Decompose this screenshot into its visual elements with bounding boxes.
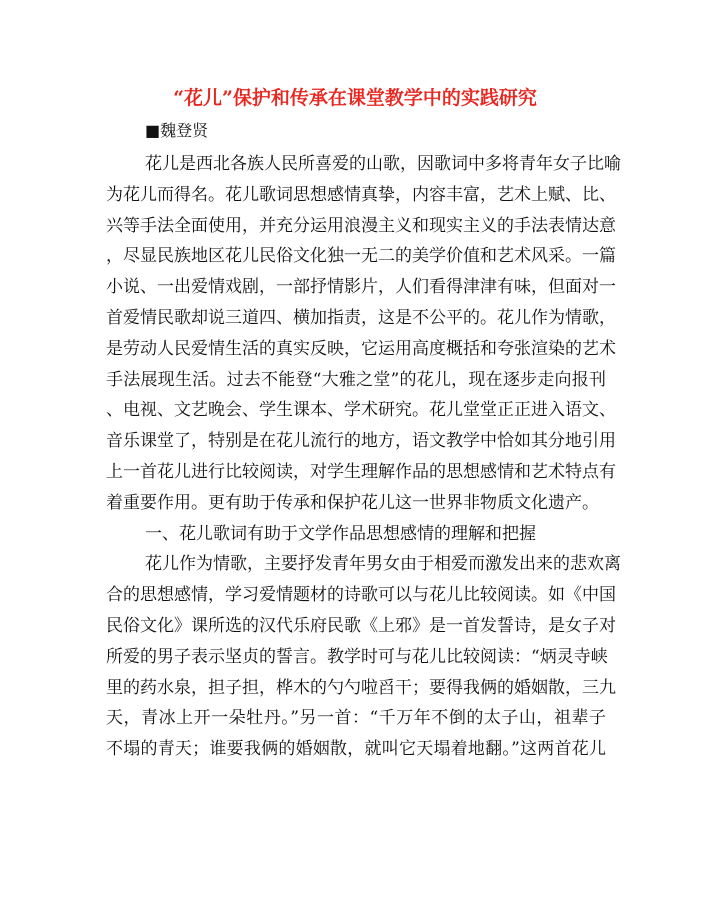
- body-line: 所爱的男子表示坚贞的誓言。教学时可与花儿比较阅读：“炳灵寺峡: [106, 646, 608, 667]
- body-line: 首爱情民歌却说三道四、横加指责，这是不公平的。花儿作为情歌，: [106, 307, 616, 328]
- body-line: 兴等手法全面使用，并充分运用浪漫主义和现实主义的手法表情达意: [106, 215, 616, 236]
- body-line: 民俗文化》课所选的汉代乐府民歌《上邪》是一首发誓诗，是女子对: [106, 615, 616, 636]
- document-title: “花儿”保护和传承在课堂教学中的实践研究: [173, 87, 537, 109]
- document-body: [106, 149, 621, 765]
- body-line: 是劳动人民爱情生活的真实反映，它运用高度概括和夸张渲染的艺术: [106, 338, 616, 359]
- body-line: 合的思想感情，学习爱情题材的诗歌可以与花儿比较阅读。如《中国: [106, 585, 616, 606]
- body-line: 里的药水泉，担子担，桦木的勺勺啦舀干；要得我俩的婚姻散，三九: [106, 677, 616, 698]
- body-line: 手法展现生活。过去不能登“大雅之堂”的花儿，现在逐步走向报刊: [106, 369, 606, 390]
- body-line: 花儿作为情歌，主要抒发青年男女由于相爱而激发出来的悲欢离: [145, 554, 621, 575]
- body-line: 花儿是西北各族人民所喜爱的山歌，因歌词中多将青年女子比喻: [145, 154, 621, 174]
- body-line: 为花儿而得名。花儿歌词思想感情真挚，内容丰富，艺术上赋、比、: [106, 184, 616, 205]
- body-line: 、电视、文艺晚会、学生课本、学术研究。花儿堂堂正正进入语文、: [106, 400, 616, 421]
- body-line: 音乐课堂了，特别是在花儿流行的地方，语文教学中恰如其分地引用: [106, 431, 616, 452]
- body-line: 天，青冰上开一朵牡丹。”另一首：“千万年不倒的太子山，祖辈子: [106, 708, 606, 729]
- body-line: 上一首花儿进行比较阅读，对学生理解作品的思想感情和艺术特点有: [106, 461, 616, 482]
- body-line: 着重要作用。更有助于传承和保护花儿这一世界非物质文化遗产。: [106, 492, 599, 513]
- body-line: 小说、一出爱情戏剧，一部抒情影片，人们看得津津有味，但面对一: [106, 277, 616, 298]
- body-line: ，尽显民族地区花儿民俗文化独一无二的美学价值和艺术风采。一篇: [106, 246, 616, 267]
- body-line: 不塌的青天；谁要我俩的婚姻散，就叫它天塌着地翻。”这两首花儿: [106, 739, 606, 760]
- author-byline: ■魏登贤: [145, 121, 209, 140]
- body-line: 一、花儿歌词有助于文学作品思想感情的理解和把握: [145, 523, 536, 544]
